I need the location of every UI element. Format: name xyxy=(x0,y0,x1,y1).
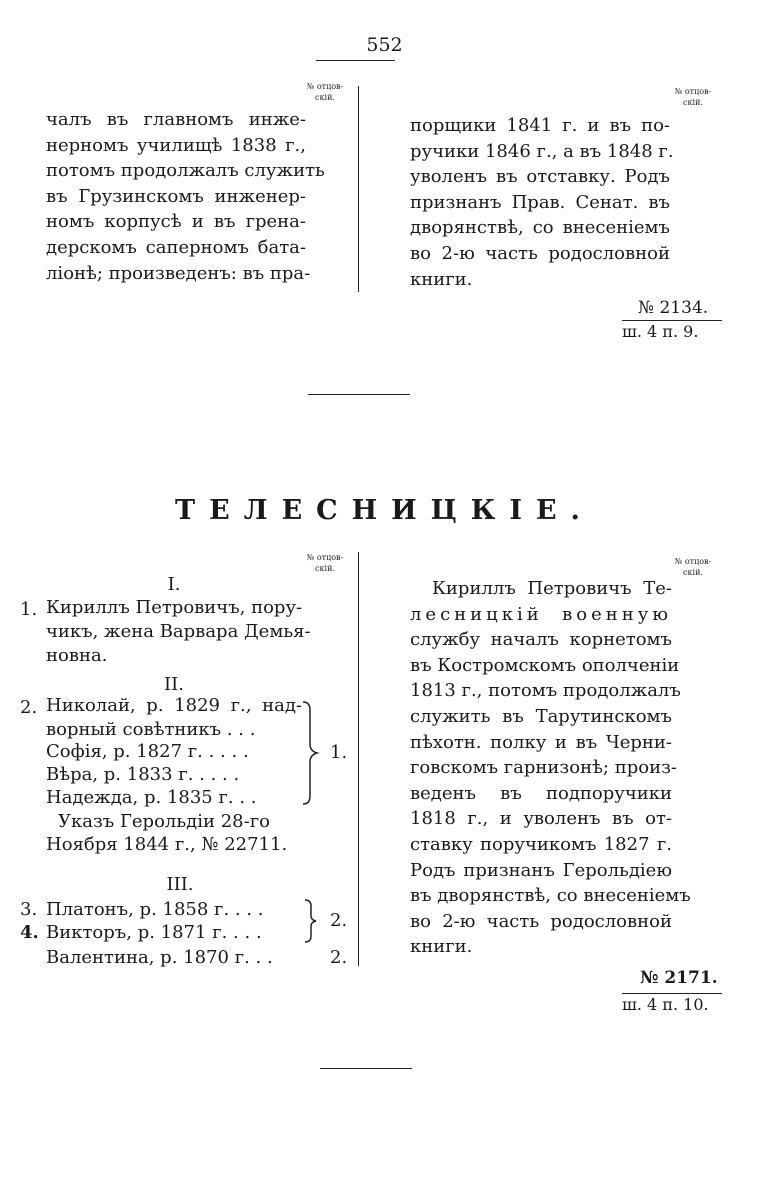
entry-2 xyxy=(46,694,302,742)
top-right-column xyxy=(410,113,674,292)
entry-platon: Платонъ, р. 1858 г. . . . xyxy=(46,899,264,920)
entry-nadezhda: Надежда, р. 1835 г. . . xyxy=(46,787,257,808)
family-title: ТЕЛЕСНИЦКІЕ. xyxy=(175,495,594,526)
text-line: 1813 г., потомъ продолжалъ xyxy=(410,680,681,702)
text-line: признанъ Прав. Сенат. въ xyxy=(410,191,670,213)
text-line: чалъ въ главномъ инже- xyxy=(46,109,306,130)
section-separator xyxy=(308,394,410,395)
reference-sheet: ш. 4 п. 9. xyxy=(622,322,699,341)
page-number: 552 xyxy=(366,34,403,56)
entry-1 xyxy=(46,596,311,668)
text-line: книги. xyxy=(410,936,473,958)
gloss-bottom-left: № отцов- скій. xyxy=(306,553,344,573)
text-line: нерномъ училищѣ 1838 г., xyxy=(46,134,306,156)
group-brace xyxy=(302,898,322,944)
top-left-column xyxy=(46,107,325,286)
father-reference: 2. xyxy=(330,947,348,968)
entry-number: 1. xyxy=(20,599,38,620)
text-line: книги. xyxy=(410,268,473,290)
entry-number: 3. xyxy=(20,899,38,920)
text-line: номъ корпусѣ и въ грена- xyxy=(46,211,306,233)
bottom-right-column xyxy=(410,576,691,960)
text-line: пѣхотн. полку и въ Черни- xyxy=(410,731,672,753)
text-line: Кириллъ Петровичъ Те- xyxy=(432,578,672,599)
text-line: службу началъ корнетомъ xyxy=(410,629,672,651)
text-line: въ Грузинскомъ инженер- xyxy=(46,185,306,207)
entry-line: чикъ, жена Варвара Демья- xyxy=(46,621,311,642)
entry-sofia: Софія, р. 1827 г. . . . . xyxy=(46,741,249,762)
text-line: во 2-ю часть родословной xyxy=(410,242,670,264)
generation-label: I. xyxy=(167,574,181,595)
text-line: дерскомъ саперномъ бата- xyxy=(46,236,306,258)
decree-line: Указъ Герольдіи 28-го xyxy=(58,811,270,832)
decree-line: Ноября 1844 г., № 22711. xyxy=(46,834,288,855)
page-number-rule xyxy=(316,60,395,61)
section-separator xyxy=(320,1068,412,1069)
father-reference: 1. xyxy=(330,742,348,763)
entry-number: 2. xyxy=(20,697,38,718)
reference-sheet: ш. 4 п. 10. xyxy=(622,995,709,1014)
text-line: въ дворянствѣ, со внесеніемъ xyxy=(410,885,691,907)
entry-viktor: Викторъ, р. 1871 г. . . . xyxy=(46,922,262,943)
reference-number: № 2134. xyxy=(638,298,709,318)
reference-rule xyxy=(622,993,722,994)
text-line: въ Костромскомъ ополченіи xyxy=(410,654,680,676)
entry-line: ворный совѣтникъ . . . xyxy=(46,719,256,740)
gloss-top-right: № отцов- скій. xyxy=(674,87,712,107)
text-line: дворянствѣ, со внесеніемъ xyxy=(410,217,670,239)
entry-line: Кириллъ Петровичъ, пору- xyxy=(46,597,303,618)
text-line: служить въ Тарутинскомъ xyxy=(410,705,672,727)
reference-number: № 2171. xyxy=(640,968,718,988)
text-line: ручики 1846 г., а въ 1848 г. xyxy=(410,140,674,162)
text-line: порщики 1841 г. и въ по- xyxy=(410,115,670,136)
text-line: 1818 г., и уволенъ въ от- xyxy=(410,808,672,830)
text-line: ліонѣ; произведенъ: въ пра- xyxy=(46,262,311,284)
text-line: говскомъ гарнизонѣ; произ- xyxy=(410,757,677,779)
text-line: потомъ продолжалъ служить xyxy=(46,160,325,182)
text-line: уволенъ въ отставку. Родъ xyxy=(410,166,670,188)
father-reference: 2. xyxy=(330,910,348,931)
text-line: ставку поручикомъ 1827 г. xyxy=(410,833,672,855)
gloss-bottom-right: № отцов- скій. xyxy=(674,557,712,577)
gloss-top-left: № отцов- скій. xyxy=(306,82,344,102)
generation-label: III. xyxy=(166,874,194,895)
text-line: Родъ признанъ Герольдіею xyxy=(410,859,672,881)
entry-number: 4. xyxy=(20,922,39,943)
group-brace xyxy=(300,700,324,806)
text-line: веденъ въ подпоручики xyxy=(410,782,672,804)
entry-vera: Вѣра, р. 1833 г. . . . . xyxy=(46,764,240,785)
top-column-divider xyxy=(358,86,359,292)
text-line: лесницкій военную xyxy=(410,603,672,625)
reference-rule xyxy=(622,320,722,321)
entry-line: новна. xyxy=(46,645,108,666)
text-line: во 2-ю часть родословной xyxy=(410,910,672,932)
entry-valentina: Валентина, р. 1870 г. . . xyxy=(46,947,273,968)
generation-label: II. xyxy=(164,674,184,695)
bottom-column-divider xyxy=(358,552,359,966)
entry-line: Николай, р. 1829 г., над- xyxy=(46,695,302,716)
